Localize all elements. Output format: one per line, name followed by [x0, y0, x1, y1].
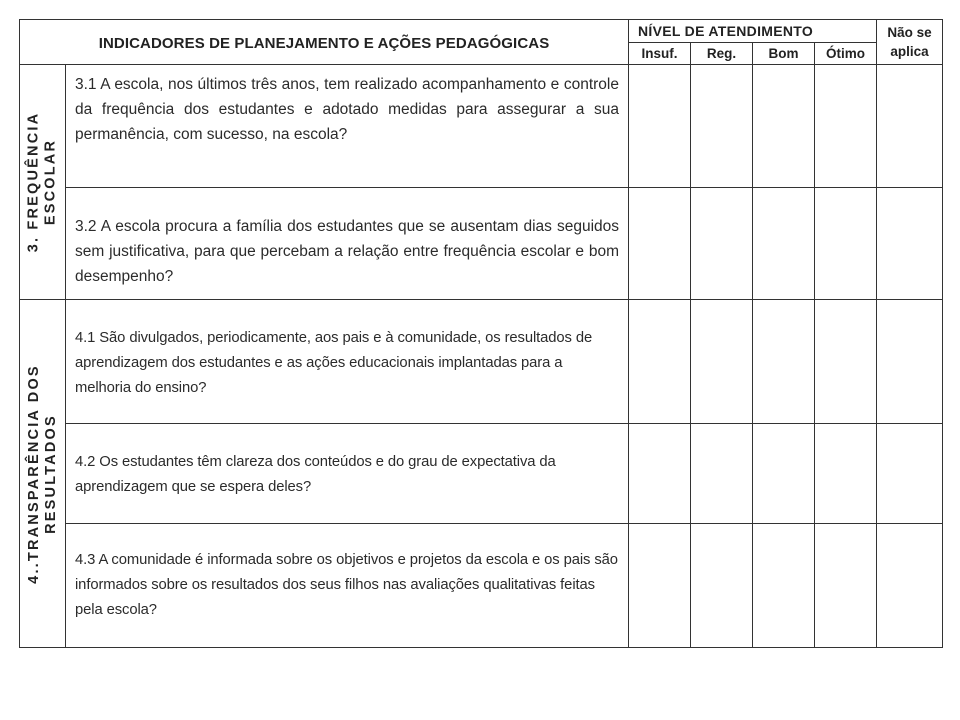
rating-cell-4-3-bom[interactable]	[753, 524, 815, 648]
rating-cell-4-2-otimo[interactable]	[815, 424, 877, 524]
rating-cell-3-1-bom[interactable]	[753, 65, 815, 188]
rating-cell-4-3-reg[interactable]	[691, 524, 753, 648]
rating-cell-4-3-insuf[interactable]	[629, 524, 691, 648]
rating-cell-3-2-reg[interactable]	[691, 188, 753, 300]
nao-se-aplica-header	[877, 20, 943, 65]
section-4-label-line2: RESULTADOS	[42, 413, 59, 534]
rating-cell-4-2-bom[interactable]	[753, 424, 815, 524]
indicator-4-2: 4.2 Os estudantes têm clareza dos conteúdos e do grau de expectativa da aprendizagem que se espera deles?	[66, 424, 629, 524]
rating-cell-4-1-otimo[interactable]	[815, 300, 877, 424]
section-3-label-line2: ESCOLAR	[42, 138, 59, 226]
rating-cell-3-2-bom[interactable]	[753, 188, 815, 300]
indicator-4-3: 4.3 A comunidade é informada sobre os objetivos e projetos da escola e os pais são informados sobre os resultados dos seus filhos nas avaliações qualitativas feitas pela escola?	[66, 524, 629, 648]
rating-cell-4-3-otimo[interactable]	[815, 524, 877, 648]
rating-cell-3-1-nao-se-aplica[interactable]	[877, 65, 943, 188]
nivel-atendimento-header: NÍVEL DE ATENDIMENTO	[629, 20, 877, 43]
nao-se-aplica-line1: Não se	[887, 25, 932, 40]
rating-cell-4-3-nao-se-aplica[interactable]	[877, 524, 943, 648]
level-insuf-header: Insuf.	[629, 43, 691, 65]
rating-cell-4-2-nao-se-aplica[interactable]	[877, 424, 943, 524]
rating-cell-3-2-nao-se-aplica[interactable]	[877, 188, 943, 300]
rating-cell-3-2-otimo[interactable]	[815, 188, 877, 300]
nao-se-aplica-line2: aplica	[890, 44, 929, 59]
rating-cell-4-2-insuf[interactable]	[629, 424, 691, 524]
rating-cell-4-1-bom[interactable]	[753, 300, 815, 424]
indicator-3-1: 3.1 A escola, nos últimos três anos, tem realizado acompanhamento e controle da frequência dos estudantes e adotado medidas para assegurar a sua permanência, com sucesso, na escola?	[66, 65, 629, 188]
level-otimo-header: Ótimo	[815, 43, 877, 65]
level-reg-header: Reg.	[691, 43, 753, 65]
level-bom-header: Bom	[753, 43, 815, 65]
indicator-3-2: 3.2 A escola procura a família dos estudantes que se ausentam dias seguidos sem justificativa, para que percebam a relação entre frequência escolar e bom desempenho?	[66, 188, 629, 300]
rating-cell-3-2-insuf[interactable]	[629, 188, 691, 300]
rating-cell-4-2-reg[interactable]	[691, 424, 753, 524]
section-frequencia-escolar	[20, 65, 66, 300]
rating-cell-4-1-nao-se-aplica[interactable]	[877, 300, 943, 424]
table-title: INDICADORES DE PLANEJAMENTO E AÇÕES PEDAGÓGICAS	[20, 20, 629, 65]
indicator-4-1: 4.1 São divulgados, periodicamente, aos pais e à comunidade, os resultados de aprendizagem dos estudantes e as ações educacionais implantadas para a melhoria do ensino?	[66, 300, 629, 424]
rating-cell-4-1-insuf[interactable]	[629, 300, 691, 424]
rating-cell-3-1-insuf[interactable]	[629, 65, 691, 188]
evaluation-table	[19, 19, 943, 648]
rating-cell-3-1-reg[interactable]	[691, 65, 753, 188]
section-transparencia-resultados	[20, 300, 66, 648]
section-3-label-line1: 3. FREQUÊNCIA	[25, 111, 42, 253]
rating-cell-3-1-otimo[interactable]	[815, 65, 877, 188]
rating-cell-4-1-reg[interactable]	[691, 300, 753, 424]
section-4-label-line1: 4..TRANSPARÊNCIA DOS	[25, 363, 42, 584]
